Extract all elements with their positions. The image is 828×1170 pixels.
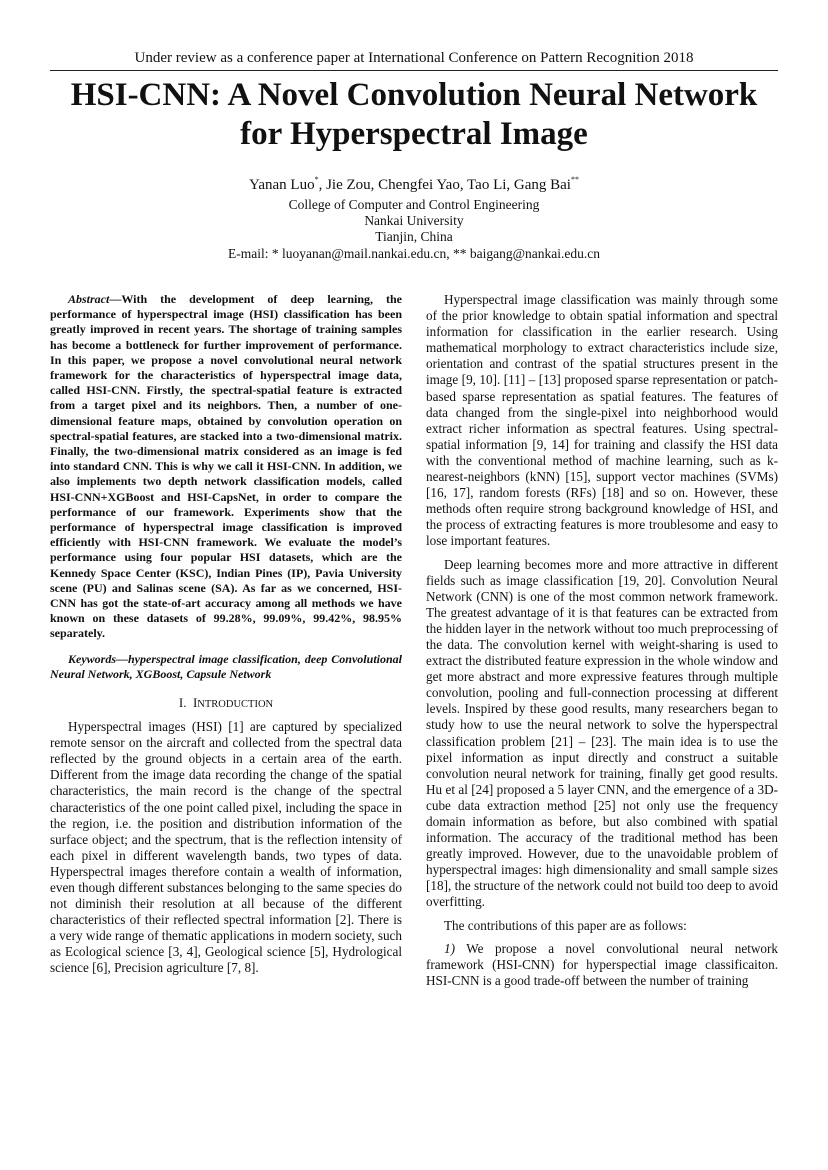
intro-paragraph-1: Hyperspectral images (HSI) [1] are captured by specialized remote sensor on the aircraft and collected from the spectral data reflected by the ground objects in a certain area of the earth. Different from the image data recording the change of the spatial characteristics, the main record is the change of the spectral characteristics of the one point called pixel, including the space in the region, i.e. the position and distribution information of the surface object; and the spectrum, that is the reflection intensity of each pixel in different wavelength bands, two types of data. Hyperspectral images therefore contain a wealth of information, even though different substances belonging to the same species do not diminish their resolution at all because of the different characteristics of their reflected spectral information [2]. There is a very wide range of thematic applications in modern society, such as Ecological science [3, 4], Geological science [5], Hydrological science [6], Precision agriculture [7, 8]. — [50, 719, 402, 976]
abstract-lead: Abstract — [68, 292, 110, 306]
contribution-1 — [426, 941, 778, 989]
section-first-letter: I — [192, 695, 198, 711]
affiliation-university: Nankai University — [364, 213, 464, 228]
author-last-mark: ** — [570, 175, 579, 184]
author-first-mark: * — [314, 175, 319, 184]
author-rest: , Jie Zou, Chengfei Yao, Tao Li, Gang Bai — [318, 177, 571, 193]
body-paragraph-2: Deep learning becomes more and more attractive in different fields such as image classification [19, 20]. Convolution Neural Network (CNN) is one of the most common network framework. The greatest advantage of it is that features can be extracted from the hidden layer in the network without too much preprocessing of the data. The convolution kernel with weight-sharing is used to extract the distributed feature expression in the whole window and get more abstract and more expressive features through multiple convolution, pooling and full-connection processing at different levels. Inspired by these good results, many researchers began to study how to use the neural network to solve the hyperspectral classification problem [21] – [23]. The main idea is to use the pixel information as input directly and construct a suitable convolution neural network for training, finally get good results. Hu et al [24] proposed a 5 layer CNN, and the emergence of a 3D-cube data extraction method [25] not only use the frequency domain information as before, but also combined with spatial information. The accuracy of the traditional method has been greatly improved. However, due to the unavoidable problem of hyperspectral images: high dimensionality and small sample sizes [18], the structure of the network could not build too deep to avoid overfitting. — [426, 556, 778, 910]
title-line-1: HSI-CNN: A Novel Convolution Neural Network — [70, 77, 758, 113]
contribution-1-text: We propose a novel convolutional neural network framework (HSI-CNN) for hyperspectial image classificaiton. HSI-CNN is a good trade-off between the number of training — [426, 940, 778, 988]
section-numeral: I. — [178, 695, 187, 711]
author-first: Yanan Luo — [249, 177, 315, 193]
contribution-1-number: 1) — [444, 940, 455, 956]
affiliation-email: E-mail: * luoyanan@mail.nankai.edu.cn, ** baigang@nankai.edu.cn — [227, 246, 600, 261]
affiliation-college: College of Computer and Control Engineering — [288, 197, 540, 212]
keywords-lead: Keywords — [68, 651, 116, 666]
body-paragraph-1: Hyperspectral image classification was mainly through some of the prior knowledge to obtain spatial information and spectral information for classification in the earlier research. Using mathematical morphology to extract characteristics include size, orientation and contrast of the spatial structures present in the image [9, 10]. [11] – [13] proposed sparse representation or patch-based sparse representation as spatial features. The features of data changed from the single-pixel into neighborhood would extract richer information as spectral features. Using spectral-spatial information [9, 14] for training and classify the HSI data with the conventional method of machine learning, such as k-nearest-neighbors (kNN) [15], support vector machines (SVMs) [16, 17], random forests (RFs) [18] and so on. However, these methods often require strong background knowledge of HSI, and the process of extracting features is more troublesome and easy to lose important features. — [426, 292, 778, 549]
section-rest: NTRODUCTION — [197, 699, 274, 711]
body-paragraph-3: The contributions of this paper are as follows: — [444, 917, 687, 933]
header-rule — [50, 70, 778, 71]
keywords — [50, 652, 402, 682]
abstract — [50, 292, 402, 642]
author-list — [50, 176, 778, 195]
affiliation-city: Tianjin, China — [375, 229, 453, 244]
keywords-text: —hyperspectral image classification, deep Convolutional Neural Network, XGBoost, Capsule Network — [50, 651, 402, 681]
right-column — [426, 292, 778, 996]
paper-title — [50, 76, 778, 154]
left-column — [50, 292, 402, 984]
section-heading-introduction — [50, 695, 402, 713]
title-line-2: for Hyperspectral Image — [240, 116, 588, 152]
abstract-text: —With the development of deep learning, the performance of hyperspectral image (HSI) classification has been greatly improved in recent years. The shortage of training samples has become a bottleneck for further improvement of performance. In this paper, we propose a novel convolutional neural network framework for the characteristics of hyperspectral image data, called HSI-CNN. Firstly, the spectral-spatial feature is extracted from a target pixel and its neighbors. Then, a number of one-dimensional feature maps, obtained by convolution operation on spectral-spatial features, are stacked into a two-dimensional matrix. Finally, the two-dimensional matrix considered as an image is fed into standard CNN. This is why we call it HSI-CNN. In addition, we also implements two depth network classification models, called HSI-CNN+XGBoost and HSI-CapsNet, in order to compare the performance of our framework. Experiments show that the performance of hyperspectral image classification is improved efficiently with HSI-CNN framework. We evaluate the model’s performance using four popular HSI datasets, which are the Kennedy Space Center (KSC), Indian Pines (IP), Pavia University scene (PU) and Salinas scene (SA). As far as we concerned, HSI-CNN has got the state-of-art accuracy among all methods we have known on these datasets of 99.28%, 99.09%, 99.42%, 98.95% separately. — [50, 292, 402, 641]
running-header: Under review as a conference paper at International Conference on Pattern Recognition 2018 — [134, 50, 694, 66]
